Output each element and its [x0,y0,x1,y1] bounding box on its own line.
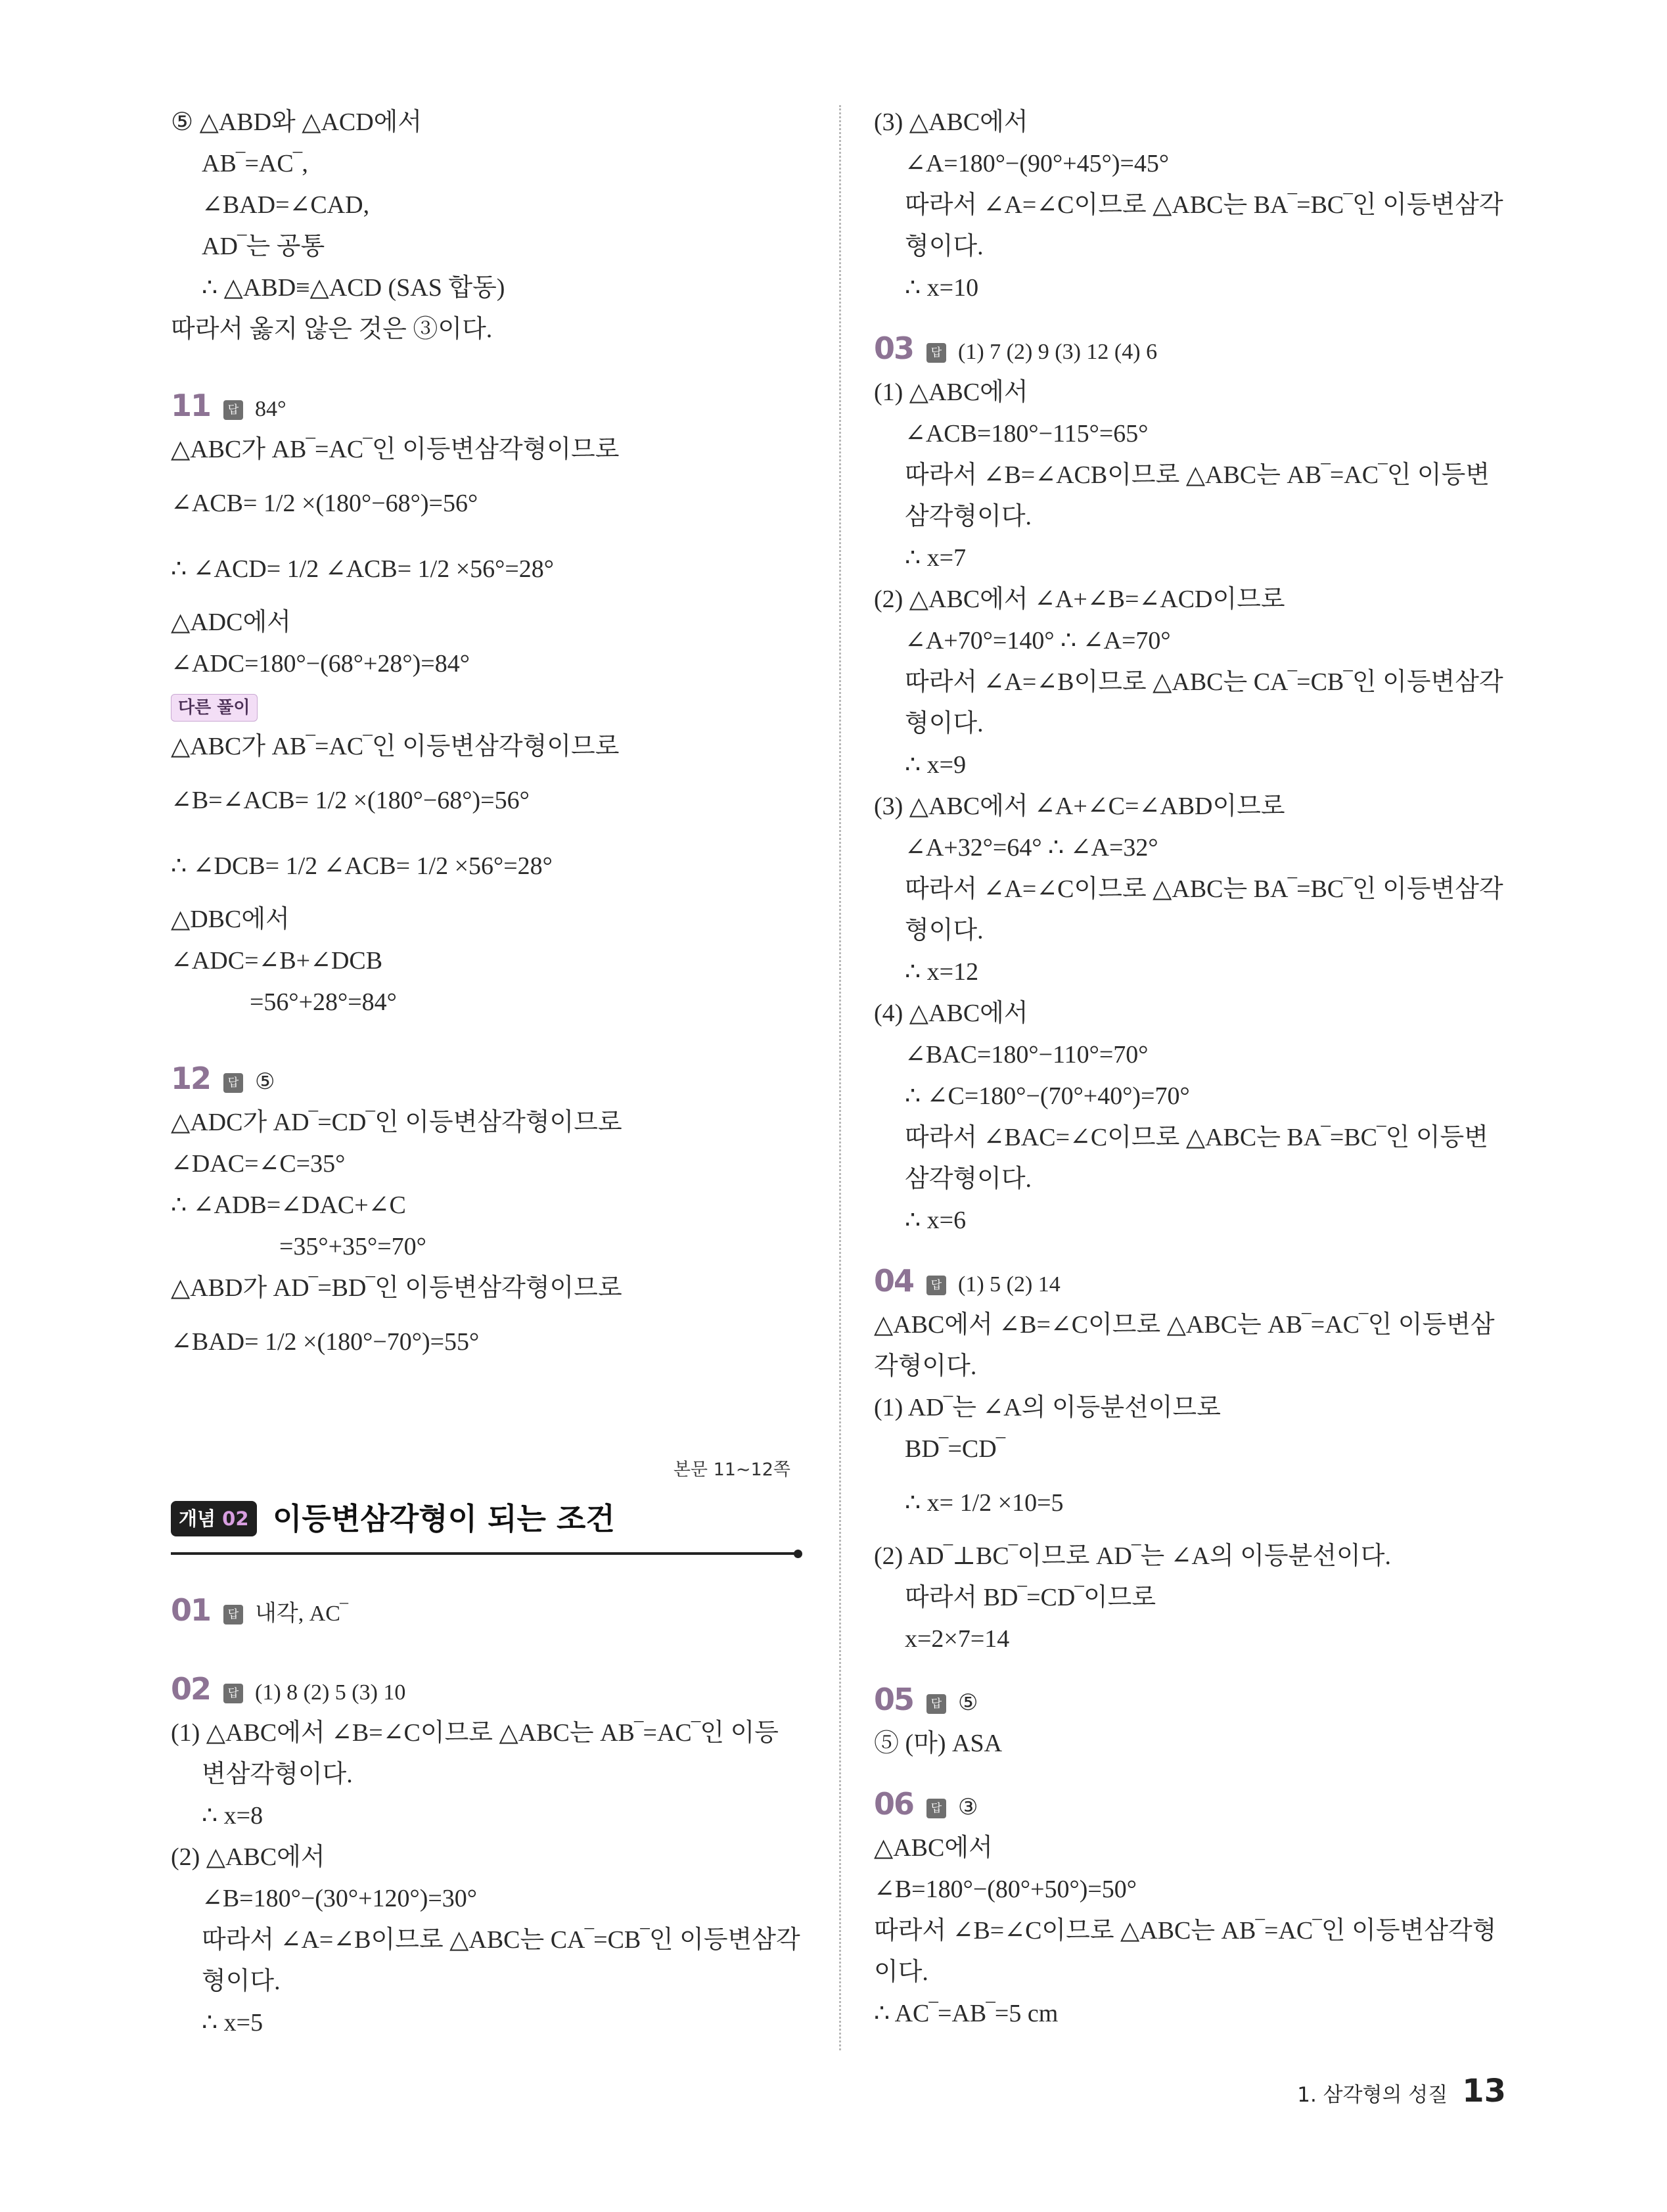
text-line: 변삼각형이다. [202,1761,353,1788]
problem-12-header [171,1055,798,1102]
answer-badge: 답 [223,400,243,420]
text-line: ∠DAC=∠C=35° [171,1150,346,1178]
text-line: ∴ x=12 [905,958,979,986]
concept-header [171,1486,798,1555]
text-line: 따라서 ∠A=∠C이므로 △ABC는 BA‾=BC‾인 이등변삼각 [905,875,1503,903]
problem-03-header [874,325,1505,372]
answer-text: (1) 7 (2) 9 (3) 12 (4) 6 [958,340,1158,364]
problem-number: 11 [171,388,211,423]
answer-text: (1) 8 (2) 5 (3) 10 [255,1680,406,1705]
text-line: ⑤ (마) ASA [874,1730,1003,1757]
text-line: △ABC에서 [874,1834,993,1862]
problem-number: 03 [874,331,914,366]
text-line: (2) AD‾⊥BC‾이므로 AD‾는 ∠A의 이등분선이다. [874,1542,1391,1570]
text-line: ∴ x=8 [202,1802,263,1830]
text-line: ∴ ∠DCB= 1/2 ∠ACB= 1/2 ×56°=28° [171,852,553,880]
text-line: ∠A=180°−(90°+45°)=45° [905,150,1170,177]
text-line: ∴ x=7 [905,544,967,572]
text-line: 삼각형이다. [905,1165,1032,1193]
text-line: ∠B=180°−(30°+120°)=30° [202,1885,478,1912]
text-line: △ABC가 AB‾=AC‾인 이등변삼각형이므로 [171,733,620,760]
text-line: ∠ADC=∠B+∠DCB [171,947,383,975]
text-line: △ABD가 AD‾=BD‾인 이등변삼각형이므로 [171,1274,622,1302]
text-line: (3) △ABC에서 [874,108,1028,136]
text-line: (3) △ABC에서 ∠A+∠C=∠ABD이므로 [874,793,1285,820]
text-line: 따라서 ∠B=∠ACB이므로 △ABC는 AB‾=AC‾인 이등변 [905,461,1490,489]
answer-text: 84° [255,397,286,421]
text-line: ⑤ △ABD와 △ACD에서 [171,108,422,136]
answer-text: 내각, AC‾ [255,1601,348,1626]
text-line: ∴ x=9 [905,751,967,779]
text-line: (1) AD‾는 ∠A의 이등분선이므로 [874,1394,1221,1421]
text-line: ∠B=∠ACB= 1/2 ×(180°−68°)=56° [171,787,530,814]
problem-number: 02 [171,1671,211,1707]
problem-05-header [874,1676,1505,1723]
text-line: 형이다. [905,233,984,260]
text-line: △ABC가 AB‾=AC‾인 이등변삼각형이므로 [171,436,620,463]
text-line: 삼각형이다. [905,503,1032,530]
textbook-page-ref: 본문 11∼12쪽 [673,1460,790,1480]
text-line: ∴ x= 1/2 ×10=5 [905,1489,1064,1517]
text-line: ∴ x=5 [202,2009,263,2037]
answer-text: ⑤ [958,1691,978,1715]
text-line: 형이다. [905,917,984,944]
text-line: (4) △ABC에서 [874,1000,1028,1027]
text-line: ∠ACB= 1/2 ×(180°−68°)=56° [171,490,478,517]
alt-solution-tag: 다른 풀이 [171,694,258,722]
text-line: AD‾는 공통 [202,233,325,260]
text-line: 각형이다. [874,1352,977,1380]
answer-badge: 답 [926,343,946,363]
text-line: 따라서 BD‾=CD‾이므로 [905,1584,1156,1611]
problem-number: 05 [874,1682,914,1717]
text-line: 따라서 ∠B=∠C이므로 △ABC는 AB‾=AC‾인 이등변삼각형 [874,1917,1497,1945]
text-line: ∴ ∠C=180°−(70°+40°)=70° [905,1082,1190,1110]
text-line: x=2×7=14 [905,1625,1010,1653]
text-line: ∴ x=10 [905,274,979,302]
concept-title: 이등변삼각형이 되는 조건 [273,1501,615,1536]
answer-badge: 답 [926,1276,946,1295]
text-line: ∴ ∠ADB=∠DAC+∠C [171,1191,406,1219]
text-line: ∴ x=6 [905,1207,967,1234]
problem-02-header [171,1665,798,1713]
text-line: AB‾=AC‾, [202,150,308,177]
text-line: =35°+35°=70° [279,1233,426,1260]
page-footer [1297,2070,1506,2112]
text-line: ∴ △ABD≡△ACD (SAS 합동) [202,274,505,302]
concept-badge: 개념 02 [171,1501,257,1536]
answer-text: (1) 5 (2) 14 [958,1272,1061,1297]
text-line: (2) △ABC에서 [171,1843,325,1871]
text-line: ∠B=180°−(80°+50°)=50° [874,1876,1137,1903]
problem-number: 04 [874,1263,914,1299]
answer-badge: 답 [223,1073,243,1093]
text-line: △ADC가 AD‾=CD‾인 이등변삼각형이므로 [171,1109,622,1136]
text-line: △ABC에서 ∠B=∠C이므로 △ABC는 AB‾=AC‾인 이등변삼 [874,1311,1495,1339]
text-line: (1) △ABC에서 [874,379,1028,406]
problem-number: 06 [874,1786,914,1822]
text-line: ∠A+70°=140° ∴ ∠A=70° [905,627,1171,655]
text-line: △DBC에서 [171,906,290,933]
text-line: ∴ ∠ACD= 1/2 ∠ACB= 1/2 ×56°=28° [171,555,554,583]
problem-number: 01 [171,1592,211,1628]
text-line: ∴ AC‾=AB‾=5 cm [874,2000,1059,2027]
problem-11-header [171,382,798,429]
page-number: 13 [1462,2073,1506,2109]
problem-number: 12 [171,1061,211,1096]
left-column [171,102,798,2044]
answer-text: ③ [958,1795,978,1820]
text-line: 따라서 옳지 않은 것은 ③이다. [171,315,493,343]
answer-badge: 답 [926,1799,946,1818]
bullet-dot [794,1550,802,1558]
text-line: △ADC에서 [171,609,291,636]
text-line: 이다. [874,1958,928,1986]
problem-04-header [874,1257,1505,1304]
text-line: ∠BAC=180°−110°=70° [905,1041,1149,1069]
answer-badge: 답 [223,1605,243,1624]
chapter-title: 1. 삼각형의 성질 [1297,2083,1448,2107]
text-line: 형이다. [905,710,984,737]
answer-badge: 답 [223,1684,243,1703]
text-line: ∠ADC=180°−(68°+28°)=84° [171,650,470,678]
answer-text: ⑤ [255,1070,275,1094]
text-line: ∠A+32°=64° ∴ ∠A=32° [905,834,1158,862]
text-line: =56°+28°=84° [250,988,397,1016]
right-column [874,102,1505,2035]
text-line: 따라서 ∠BAC=∠C이므로 △ABC는 BA‾=BC‾인 이등변 [905,1124,1488,1151]
text-line: (2) △ABC에서 ∠A+∠B=∠ACD이므로 [874,586,1285,613]
answer-badge: 답 [926,1694,946,1714]
text-line: ∠BAD=∠CAD, [202,191,370,219]
text-line: ∠BAD= 1/2 ×(180°−70°)=55° [171,1328,480,1356]
text-line: (1) △ABC에서 ∠B=∠C이므로 △ABC는 AB‾=AC‾인 이등 [171,1719,779,1747]
text-line: 따라서 ∠A=∠B이므로 △ABC는 CA‾=CB‾인 이등변삼각 [905,668,1503,696]
text-line: ∠ACB=180°−115°=65° [905,420,1149,448]
problem-06-header [874,1780,1505,1828]
text-line: 형이다. [202,1968,281,1995]
text-line: 따라서 ∠A=∠C이므로 △ABC는 BA‾=BC‾인 이등변삼각 [905,191,1503,219]
column-divider [839,105,841,2050]
text-line: 따라서 ∠A=∠B이므로 △ABC는 CA‾=CB‾인 이등변삼각 [202,1926,800,1954]
text-line: BD‾=CD‾ [905,1435,1005,1463]
problem-01-header [171,1586,798,1634]
